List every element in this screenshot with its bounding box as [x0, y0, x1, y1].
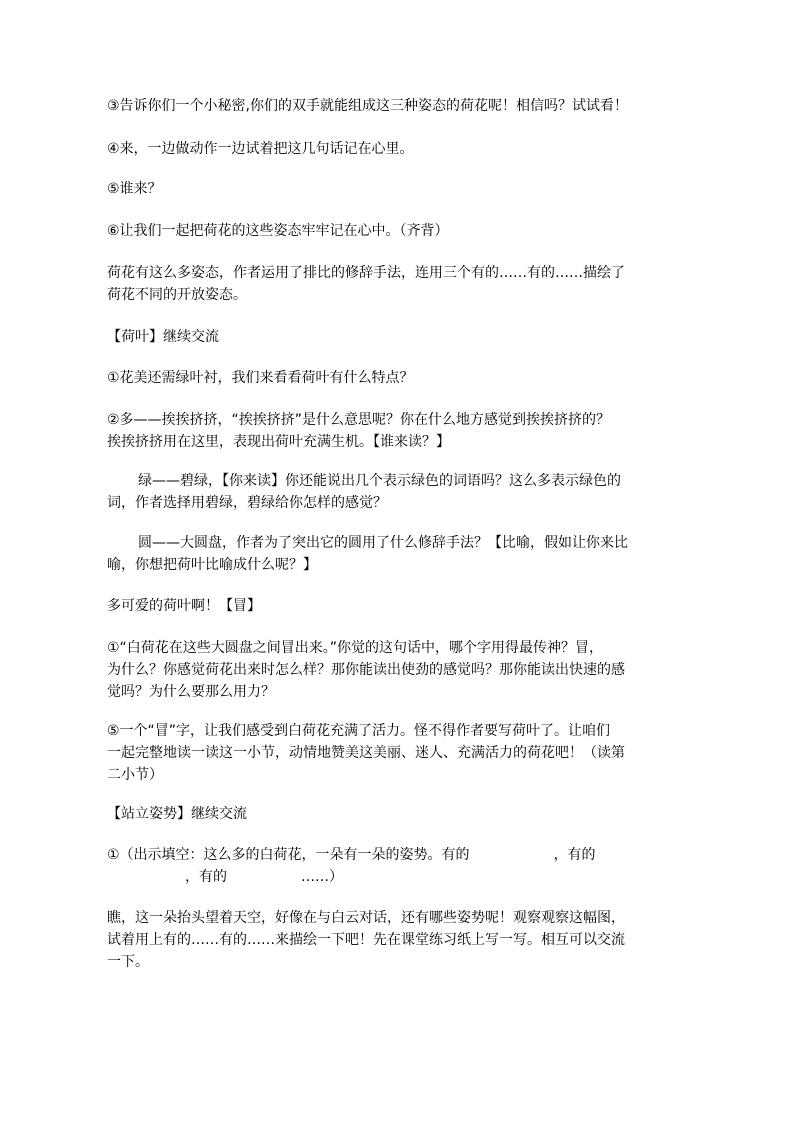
text-line: 挨挨挤挤用在这里，表现出荷叶充满生机。【谁来读？】	[107, 434, 450, 450]
text-line: 觉吗？为什么要那么用力？	[107, 684, 275, 700]
text-line: 荷花有这么多姿态，作者运用了排比的修辞手法，连用三个有的……有的……描绘了	[107, 265, 625, 281]
paragraph-3-secret: ③告诉你们一个小秘密,你们的双手就能组成这三种姿态的荷花呢！相信吗？试试看！	[107, 98, 628, 114]
paragraph-leaf-round	[107, 532, 703, 576]
paragraph-leaf-feature: ①花美还需绿叶衬，我们来看看荷叶有什么特点？	[107, 370, 414, 386]
text-line	[107, 866, 703, 888]
text-line: ⑤一个“冒”字，让我们感受到白荷花充满了活力。怪不得作者要写荷叶了。让咱们	[107, 723, 611, 739]
paragraph-4-gesture: ④来，一边做动作一边试着把这几句话记在心里。	[107, 141, 414, 157]
fill-blank-prompt: ①（出示填空：这么多的白荷花，一朵有一朵的姿势。有的	[107, 847, 470, 863]
paragraph-posture-summary	[107, 262, 703, 306]
paragraph-fill-in-blank	[107, 844, 703, 888]
paragraph-vitality	[107, 720, 703, 786]
paragraph-leaf-green	[107, 470, 703, 514]
fill-blank-ellipsis: ……）	[301, 869, 343, 885]
fill-blank-connector: ，有的	[553, 847, 596, 863]
text-line: ②多——挨挨挤挤，“挨挨挤挤”是什么意思呢？你在什么地方感觉到挨挨挤挤的？	[107, 412, 611, 428]
paragraph-6-recite: ⑥让我们一起把荷花的这些姿态牢牢记在心中。（齐背）	[107, 223, 449, 239]
text-line: 喻，你想把荷叶比喻成什么呢？】	[107, 557, 317, 573]
paragraph-emerge-word	[107, 637, 703, 703]
text-line: 为什么？你感觉荷花出来时怎么样？那你能读出使劲的感觉吗？那你能读出快速的感	[107, 662, 625, 678]
paragraph-lovely-leaf: 多可爱的荷叶啊！【冒】	[107, 598, 261, 614]
text-line: 荷花不同的开放姿态。	[107, 287, 247, 303]
text-line: 圆——大圆盘，作者为了突出它的圆用了什么修辞手法？【比喻，假如让你来比	[138, 535, 628, 551]
paragraph-observe-picture	[107, 907, 703, 973]
text-line: 一起完整地读一读这一小节，动情地赞美这美丽、迷人、充满活力的荷花吧！（读第	[107, 745, 625, 761]
text-line: 试着用上有的……有的……来描绘一下吧！先在课堂练习纸上写一写。相互可以交流	[107, 932, 625, 948]
fill-blank-connector: ，有的	[185, 869, 227, 885]
text-line: 一下。	[107, 954, 149, 970]
text-line: 词，作者选择用碧绿，碧绿给你怎样的感觉？	[107, 495, 387, 511]
text-line: 绿——碧绿，【你来读】你还能说出几个表示绿色的词语吗？这么多表示绿色的	[138, 473, 621, 489]
section-heading-standing-posture: 【站立姿势】继续交流	[107, 806, 247, 822]
text-line: 瞧，这一朵抬头望着天空，好像在与白云对话，还有哪些姿势呢！观察观察这幅图，	[107, 910, 625, 926]
paragraph-leaf-crowded	[107, 409, 703, 453]
paragraph-5-who: ⑤谁来？	[107, 181, 162, 197]
section-heading-lotus-leaf: 【荷叶】继续交流	[107, 329, 219, 345]
text-line: 二小节）	[107, 767, 163, 783]
text-line	[107, 844, 703, 866]
text-line: ①“白荷花在这些大圆盘之间冒出来。”你觉的这句话中，哪个字用得最传神？冒，	[107, 640, 604, 656]
